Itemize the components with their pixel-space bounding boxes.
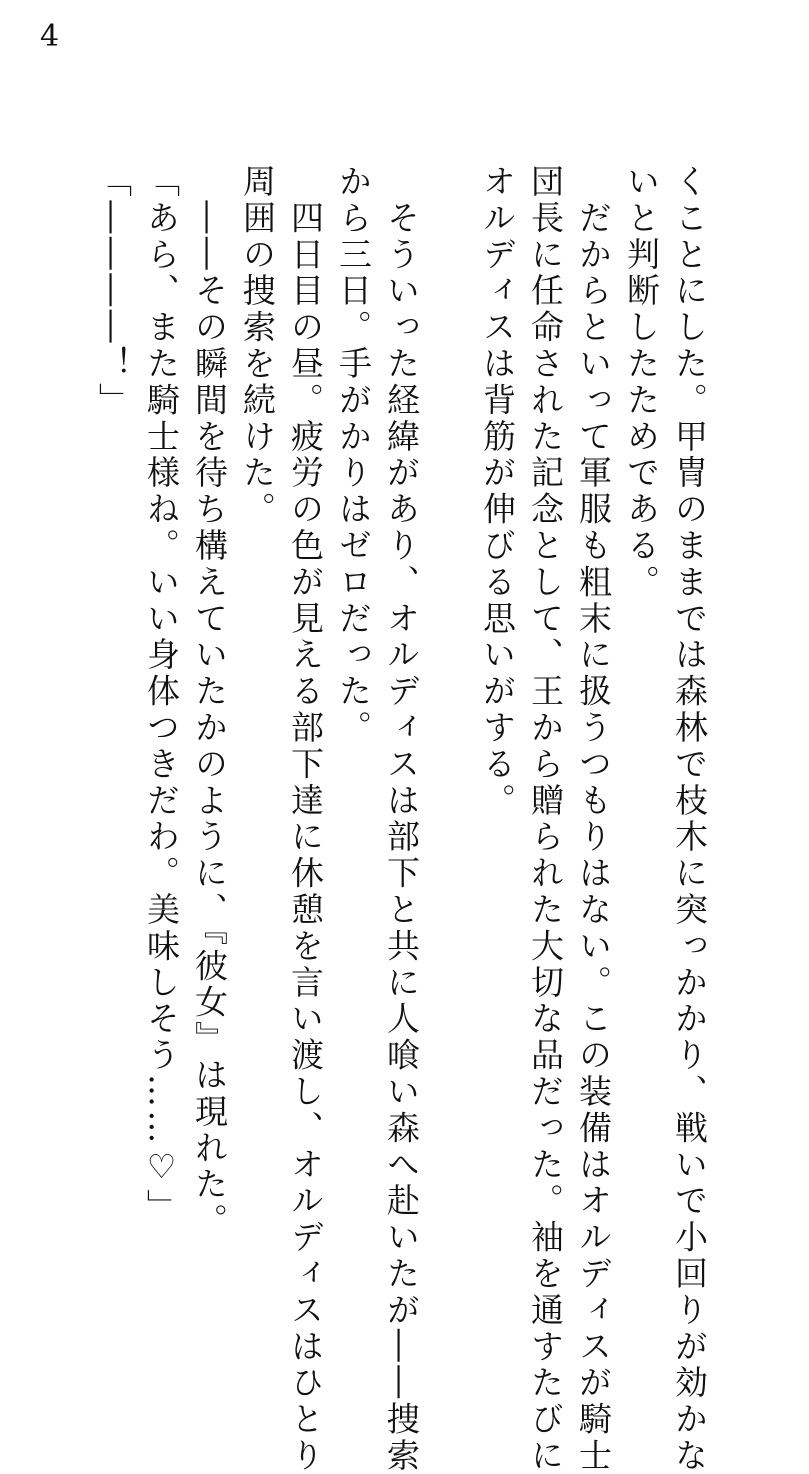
text-line: 「――――！」 — [94, 164, 133, 419]
text-line: 「あら、また騎士様ね。いい身体つきだわ。美味しそう……♡」 — [142, 164, 181, 1226]
text-line: いと判断したためである。 — [622, 164, 661, 601]
text-line: オルディスは背筋が伸びる思いがする。 — [478, 164, 517, 820]
text-line: 団長に任命された記念として、王から贈られた大切な品だった。袖を通すたびに — [526, 164, 565, 1474]
text-line: ――その瞬間を待ち構えていたかのように、『彼女』は現れた。 — [190, 164, 229, 1240]
text-line: 周囲の捜索を続けた。 — [238, 164, 277, 528]
text-line: 四日目の昼。疲労の色が見える部下達に休憩を言い渡し、オルディスはひとり — [286, 164, 325, 1474]
page-number: 4 — [40, 19, 60, 54]
text-line: だからといって軍服も粗末に扱うつもりはない。この装備はオルディスが騎士 — [574, 164, 613, 1474]
text-line: そういった経緯があり、オルディスは部下と共に人喰い森へ赴いたが――捜索 — [382, 164, 421, 1474]
text-line: から三日。手がかりはゼロだった。 — [334, 164, 373, 747]
text-line: くことにした。甲冑のままでは森林で枝木に突っかかり、戦いで小回りが効かな — [670, 164, 709, 1474]
